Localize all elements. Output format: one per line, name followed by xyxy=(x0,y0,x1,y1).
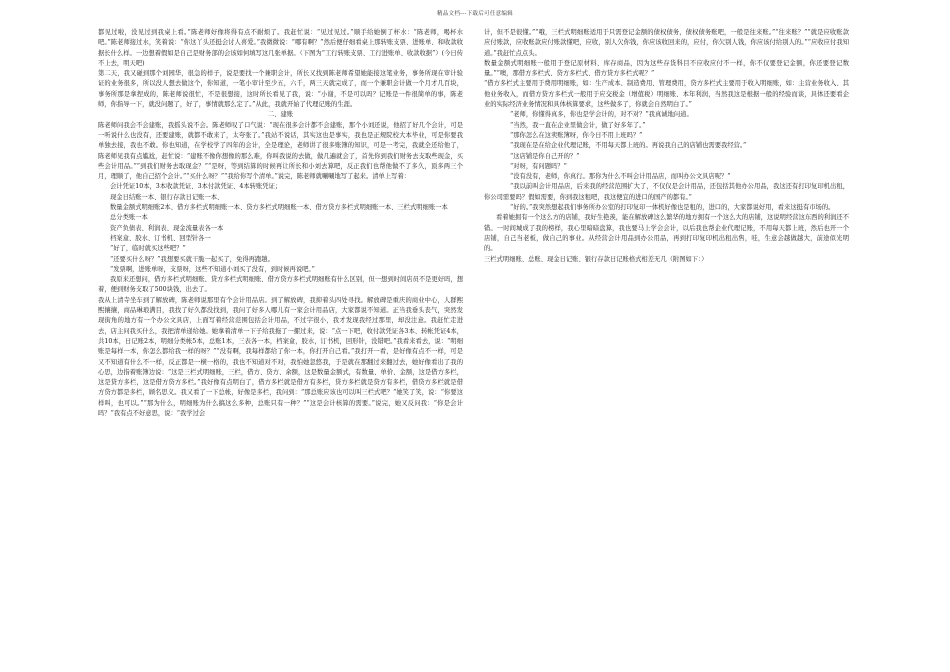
dialogue-line: “那你怎么在这卖账簿呀，你今日不用上班吗？” xyxy=(510,131,643,139)
paragraph: 我原来还想问，借方多栏式明细账、贷方多栏式明细账、借方贷方多栏式明细账有什么区别，但一想到时间店员不是更好吗，想着，便到财务支取了500块钱，出去了。 xyxy=(98,276,463,294)
list-item: 档案盒、胶水、订书机、回型针各一 xyxy=(110,234,211,242)
dialogue-line: “这店铺是你自己开的？” xyxy=(510,152,580,160)
paragraph: 第二天，我又碰到那个刘园华，很急的样子，说是要找一个兼职会计，所长又找到陈老师希望她能接这笔业务，事务所现在审计验证的业务很多，所以没人想去做这个，你知道，一笔小审计至少五，六千，两三天就完成了，而一个兼职会计做一个月才几百块，事务所那是拿捏成的，陈老师说很忙，不是很想接，这时所长看见了我，说：“小谢，不是可以吗？记账是一件很简单的事，陈老师，你指导一下，就没问题了，好了，事情就那么定了。”从此，我就开始了代理记账的生涯。 xyxy=(98,70,463,109)
paragraph: 看着她拥有一个这么方的店铺，我好生艳羡，能在解放碑这么繁华的地方拥有一个这么大的店铺，这说明经营这东西的利润还不错。一时间城成了我的榜样，我心里暗暗盘算，我也要马上学会会计，以后我也帮企业代理记账，不用每天都上班，然后也开一个店铺，自己当老板，做自己的事业。从经营会计用品到办公用品，再到打印复印机出租出售，哇，生意会越做越大，前途似光明的。 xyxy=(484,214,849,253)
dialogue-line: “没有没有，老师，你真行。那你为什么不叫会计用品店，而叫办公文具店呢？” xyxy=(510,173,731,181)
dialogue-line: “老师，你懂得真多，你也是学会计的，对不对？”我真诚地问道。 xyxy=(510,111,693,119)
dialogue-line: “还要买什么呀？”我想要买就干脆一起买了，免得再跑趟。 xyxy=(110,255,274,263)
list-item: 现金日结账一本、银行存款日记账一本、 xyxy=(110,193,224,201)
paragraph: 陈老师问我会不会建账，我摇头说不会。陈老师叹了口气说：“现在很多会计都不会建账，那个小刘还说，他招了好几个会计，可是一听说什么也没有，还要建账，就都不敢来了，太夸张了。”我站不说话，其实这也是事实，我也是正规院校大本毕业，可是你要我单独去接，我也不敢。你也知道，在学校学了四年的会计，全是理论，老师讲了很多账簿的知识，可是一考完，我就全还给他了，陈老师见我有点尴尬，赶忙说：“建账不像你想像的那么难，你叫我说的去做，做几遍就会了，首先你到我们财务去支取些现金，买些会计用品。”“到我们财务去取现金？”“是呀，等到结算的时候再让所长和小刘去算吧，反正我们也帮他做不了多久，顶多两三个月，理顺了，他自己招个会计。”“买什么呀？”“我给你写个清单。”说完，陈老师就唰唰地写了起来。清单上写着： xyxy=(98,121,463,181)
paragraph: 我从上清寺坐车到了解放碑，陈老师说那里有个会计用品店。到了解放碑，我抑着头四处寻找。解放碑是重庆的商业中心，人群熙熙攘攘，商品琳琅满目，我找了好久都没找到，我问了好多人哪儿有一家会计用品店，大家都说不知道。正当我垂头丧气，突然发现街角的地方有一个办公文具店，上面写着经营范围包括会计用品，不过字很小，我才发现我经过那里，却没注意。我赶忙走进去，店主问我买什么，我把清单递给她。她拿着清单一下子给我拖了一摞过来，说：“点一下吧，收付款凭证各3本、转帐凭证4本，共10本，日记账2本，明细分类帐5本，总账1本，三表各一本，档案盒，胶水，订书机，回形针，没错吧。”我看来看去，说：“明细账是每样一本，你怎么都给我一样的呀？”“没有啊，我每样都给了你一本，你打开自己看。”我打开一看，是好像有点不一样，可是又不知道有什么不一样，反正都是一横一格的，我也不知道对不对，我怕她忽悠我，于是就在那翻过来翻过去，她好像看出了我的心思，边指着账簿边说：“这是三栏式明细账，三栏，借方、贷方、余额，这是数量金额式，有数量、单价、金额，这是借方多栏，这是贷方多栏，这是借方贷方多栏。”我好像有点明白了，借方多栏就是借方有多栏，贷方多栏就是贷方有多栏，借贷方多栏就是借方贷方都是多栏，顾名思义。我又看了一下总帐，好像是多栏，我问到：“那总账应该也可以叫三栏式吧？”她笑了笑，说：“你要这样叫，也可以。”“那为什么，明细账为什么搞这么多种，总账只有一种？”“这是会计核算的需要。”说完，她又反问我：“你是会计吗？”我有点不好意思，说：“我学过会 xyxy=(98,296,463,417)
list-item: 总分类账一本 xyxy=(110,214,148,222)
right-column xyxy=(484,28,849,265)
dialogue-line: “当然，我一直在企业里做会计，做了好多年了。” xyxy=(510,121,646,129)
paragraph: 都见过啦，没见过到我桌上看。”陈老师好像将得有点不耐烦了。我赶忙说：“见过见过。”顺手给她倒了杯水：“陈老师，喝杯水吧。”陈老师接过水，笑着说：“你这丫头还挺会讨人喜爱。”我微微说：“哪有啊？”然后便仔细看桌上那转账支票、进账单、和收款收据长什么样。一边想着假如是自己是财务部的会该如何填写这几张单据。（下图为“工行转账支票、工行进账单、收款收据”）(今日传不上去，明天吧) xyxy=(98,29,463,67)
paragraph: “借方多栏式主要用于费用明细账，如：生产成本、制造费用、管理费用，贷方多栏式主要用于收入明细账，如：主营业务收入、其他业务收入，而借方贷方多栏式一般用于应交税金（增值税）明细账、本年利润，当然我这是根据一般的经验而谈，具体还要看企业的实际经济业务情况和具体核算要求，这些做多了，你就会自然明白了。” xyxy=(484,80,849,109)
paragraph: “好的。”我突然想起我们事务所办公室的打印复印一体机好像也是租的，进口的，大家都说好用，看来这挺有市场的。 xyxy=(510,204,835,212)
dialogue-line: “我现在是在给企业代理记账，不用每天都上班的。再说我自己的店铺也需要我经营。” xyxy=(510,142,747,150)
page-header: 精品文档---下载后可任意编辑 xyxy=(436,11,514,17)
dialogue-line: “好了，临时就买这些吧？” xyxy=(110,245,186,253)
paragraph: 数量金额式明细账一般用于登记原材料、库存商品，因为这些存货科目不应收应付不一样，你不仅要登记金额，你还要登记数量。”“噢，那借方多栏式、贷方多栏式、借方贷方多栏式呢？” xyxy=(484,59,849,78)
paragraph: 计，但不是很懂。”“哦，三栏式明细账适用于只需登记金额的债权债务，债权债务账吧，一般是往来账。”“往来账？”“就是应收账款应付账款，应收账款应付账款懂吧，应收，别人欠你钱，你应该收回来的，应付，你欠别人钱，你应该付给别人的。”“应收应付我知道。”我赶忙点点头。 xyxy=(484,29,849,57)
list-item: 资产负债表、利润表、现金流量表各一本 xyxy=(110,224,224,232)
list-item: 会计凭证10本，3本收款凭证、3本付款凭证、4本转账凭证； xyxy=(110,183,282,191)
section-heading: 二、建账 xyxy=(267,111,294,119)
dialogue-line: “对呀，有问题吗？” xyxy=(510,162,567,170)
paragraph: “我以前叫会计用品店，后来我的经营范围扩大了，不仅仅是会计用品，还包括其他办公用品，我这还有打印复印机出租，你公司需要吗？假如需要，你到我这租吧，我这便宜的进口的国产的都有。” xyxy=(484,183,849,201)
list-item: 数量金额式明细账2本、借方多栏式明细账一本、贷方多栏式明细账一本、借方贷方多栏式明细账一本、三栏式明细账一本 xyxy=(110,204,448,212)
paragraph: 三栏式明细账、总账、现金日记账、银行存款日记账格式相差无几（附图如下：） xyxy=(484,255,708,263)
dialogue-line: “发票啊，进账单呀，支票呀，这些不知道小刘买了没有，到时候再说吧。” xyxy=(110,265,315,273)
left-column xyxy=(98,28,463,419)
